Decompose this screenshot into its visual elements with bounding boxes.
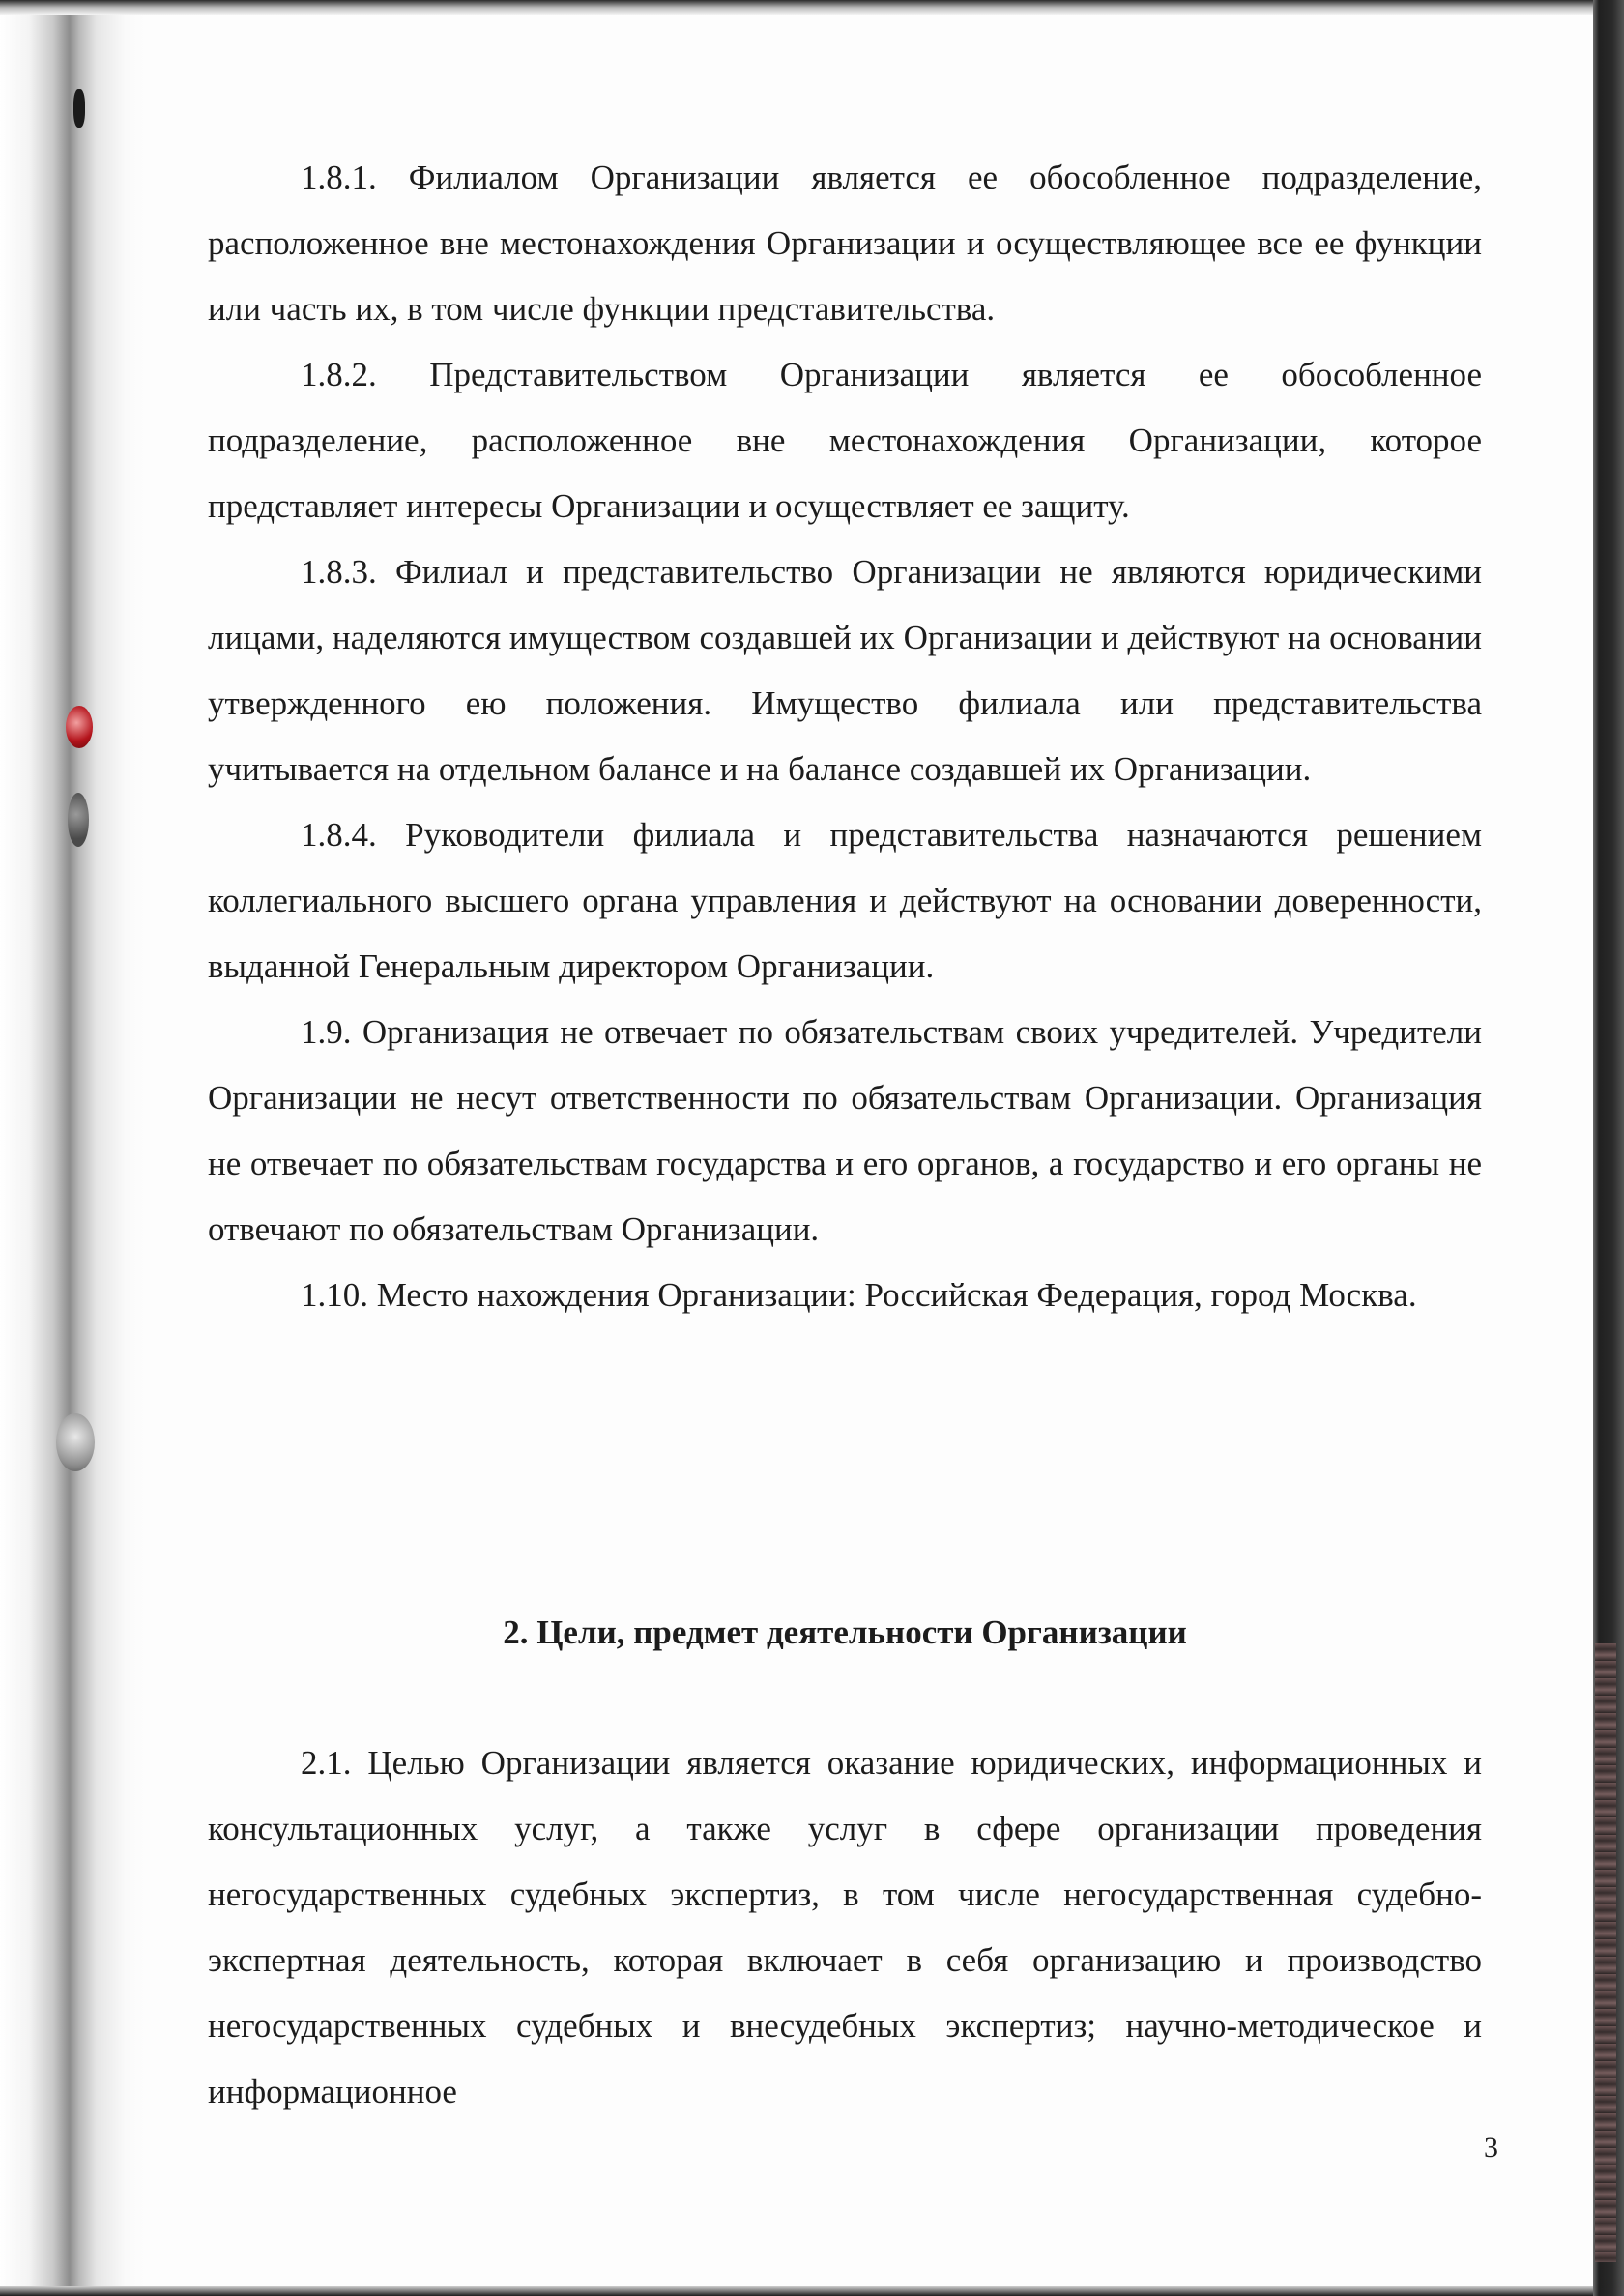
paragraph-1-8-3: 1.8.3. Филиал и представительство Организации не являются юридическими лицами, наделяются имуществом создавшей их Организации и действуют на основании утвержденного ею положения. Имущество филиала или представительства учитывается на отдельном балансе и на балансе создавшей их Организации.	[208, 553, 1482, 788]
paragraph-1-10: 1.10. Место нахождения Организации: Российская Федерация, город Москва.	[301, 1276, 1417, 1314]
scan-bottom-edge	[0, 2286, 1624, 2296]
section-heading: 2. Цели, предмет деятельности Организации	[503, 1613, 1187, 1651]
body-text-bottom	[208, 1730, 1482, 2125]
scan-right-edge	[1593, 0, 1624, 2296]
paragraph-1-9: 1.9. Организация не отвечает по обязательствам своих учредителей. Учредители Организации не несут ответственности по обязательствам Организации. Организация не отвечает по обязательствам государства и его органов, а государство и его органы не отвечают по обязательствам Организации.	[208, 1013, 1482, 1248]
paragraph-2-1: 2.1. Целью Организации является оказание юридических, информационных и консультационных услуг, а также услуг в сфере организации проведения негосударственных судебных экспертиз, в том числе негосударственная судебно-экспертная деятельность, которая включает в себя организацию и производство негосударственных судебных и внесудебных экспертиз; научно-методическое и информационное	[208, 1744, 1482, 2110]
page-number: 3	[1484, 2132, 1498, 2164]
scan-top-edge	[0, 0, 1624, 15]
paragraph-1-8-1: 1.8.1. Филиалом Организации является ее обособленное подразделение, расположенное вне местонахождения Организации и осуществляющее все ее функции или часть их, в том числе функции представительства.	[208, 159, 1482, 328]
body-text-top	[208, 145, 1482, 1328]
binding-shadow	[0, 0, 145, 2296]
paragraph-1-8-2: 1.8.2. Представительством Организации является ее обособленное подразделение, расположенное вне местонахождения Организации, которое представляет интересы Организации и осуществляет ее защиту.	[208, 356, 1482, 525]
paragraph-1-8-4: 1.8.4. Руководители филиала и представительства назначаются решением коллегиального высшего органа управления и действуют на основании доверенности, выданной Генеральным директором Организации.	[208, 816, 1482, 985]
punch-hole	[73, 89, 85, 128]
punch-hole	[68, 793, 89, 847]
binding-clip	[66, 706, 93, 748]
punch-hole	[56, 1413, 95, 1471]
